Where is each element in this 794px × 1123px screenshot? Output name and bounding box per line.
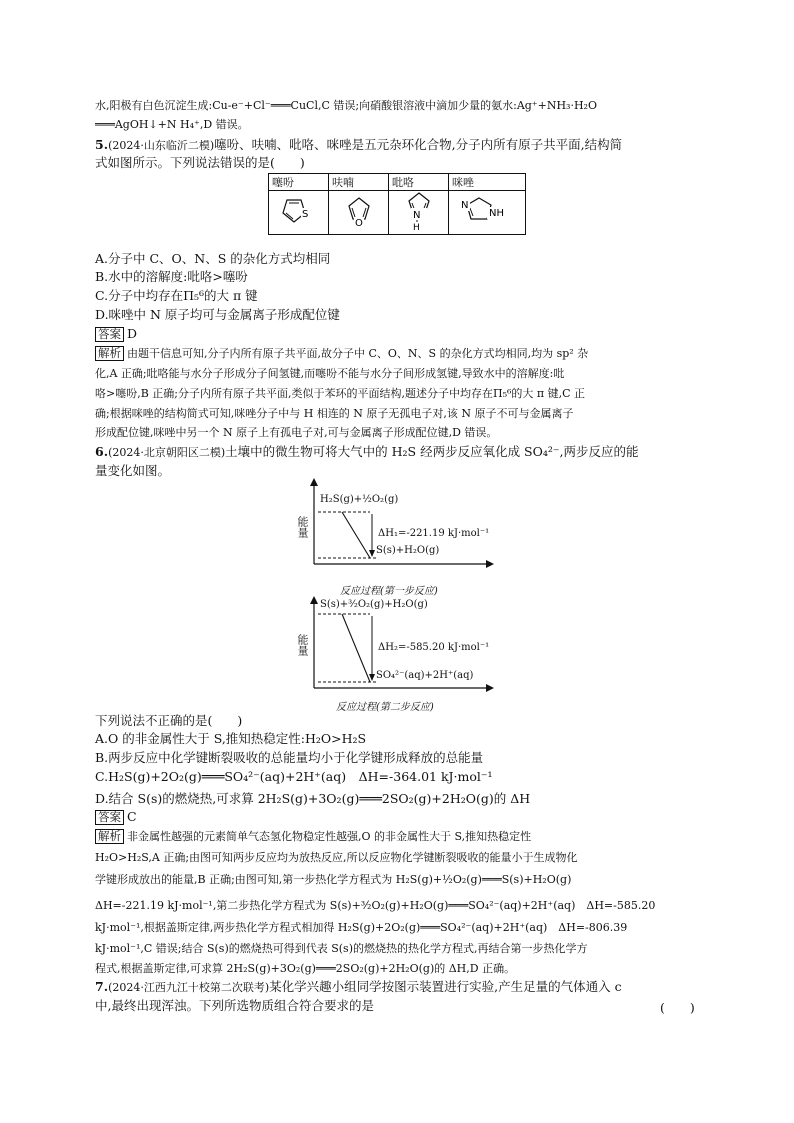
imidazole-icon (457, 194, 517, 228)
q6-answer-row (95, 809, 137, 825)
q6-number: 6. (95, 444, 109, 459)
fig2-caption: 反应过程(第二步反应) (336, 702, 434, 713)
q5-option-c: C.分子中均存在Π₅⁶的大 π 键 (95, 288, 258, 303)
q5-number: 5. (95, 137, 109, 152)
q6-answer-tag: 答案 (95, 810, 124, 825)
q5-stem-line-1 (95, 137, 622, 154)
q5-analysis-line-1 (95, 346, 588, 362)
table-header-pyrrole: 吡咯 (389, 174, 449, 191)
q6-analysis-line-6: kJ·mol⁻¹,C 错误;结合 S(s)的燃烧热可得到代表 S(s)的燃烧热的热化学方程式,再结合第一步热化学方 (95, 942, 588, 955)
fig1-reactant-label: H₂S(g)+½O₂(g) (320, 494, 399, 505)
q6-option-a: A.O 的非金属性大于 S,推知热稳定性:H₂O>H₂S (95, 731, 367, 746)
thiophene-cell (269, 191, 329, 235)
fig1-dh-label: ΔH₁=-221.19 kJ·mol⁻¹ (378, 528, 490, 539)
intro-line-2: ═══AgOH↓+N H₄⁺,D 错误。 (95, 118, 249, 131)
q5-analysis-line-5: 形成配位键,咪唑中另一个 N 原子上有孤电子对,可与金属离子形成配位键,D 错误。 (95, 426, 498, 439)
pyrrole-cell (389, 191, 449, 235)
q5-answer-tag: 答案 (95, 327, 124, 342)
heterocycle-table (268, 173, 526, 235)
q5-answer: D (127, 326, 138, 341)
q6-option-c: C.H₂S(g)+2O₂(g)═══SO₄²⁻(aq)+2H⁺(aq) ΔH=-364.01 kJ·mol⁻¹ (95, 769, 493, 784)
furan-atom-label: O (354, 218, 363, 228)
table-header-thiophene: 噻吩 (269, 174, 329, 191)
fig1-y-axis-label: 能量 (296, 516, 309, 538)
q7-number: 7. (95, 979, 109, 994)
fig2-reactant-label: S(s)+³⁄₂O₂(g)+H₂O(g) (320, 599, 428, 610)
q6-answer: C (127, 809, 137, 824)
fig1-product-label: S(s)+H₂O(g) (376, 545, 440, 556)
q5-option-d: D.咪唑中 N 原子均可与金属离子形成配位键 (95, 307, 340, 322)
q7-stem-line-1 (95, 979, 622, 996)
q7-stem-text: 某化学兴趣小组同学按图示装置进行实验,产生足量的气体通入 c (269, 979, 622, 994)
q6-stem-line-1 (95, 444, 638, 461)
q6-analysis-text: 非金属性越强的元素简单气态氢化物稳定性越强,O 的非金属性大于 S,推知热稳定性 (127, 830, 532, 843)
furan-icon (337, 194, 381, 228)
q6-source: (2024·北京朝阳区二模) (108, 446, 226, 459)
q5-analysis-tag: 解析 (95, 346, 124, 361)
intro-line-1: 水,阳极有白色沉淀生成:Cu-e⁻+Cl⁻═══CuCl,C 错误;向硝酸银溶液中滴加少量的氨水:Ag⁺+NH₃·H₂O (95, 99, 597, 112)
fig2-product-label: SO₄²⁻(aq)+2H⁺(aq) (376, 670, 474, 681)
q6-analysis-line-1 (95, 829, 531, 845)
imidazole-nh-label: NH (489, 208, 504, 219)
pyrrole-n-label: N (412, 210, 420, 221)
thiophene-atom-label: S (301, 209, 308, 220)
q6-analysis-tag: 解析 (95, 829, 124, 844)
q5-source: (2024·山东临沂二模) (108, 139, 215, 152)
energy-diagram-step1 (290, 478, 530, 598)
q6-analysis-line-7: 程式,根据盖斯定律,可求算 2H₂S(g)+3O₂(g)═══2SO₂(g)+2H₂O(g)的 ΔH,D 正确。 (95, 962, 516, 975)
fig2-y-axis-label: 能量 (296, 634, 309, 656)
q6-stem-line-2: 量变化如图。 (95, 463, 171, 478)
q5-analysis-line-3: 咯>噻吩,B 正确;分子内所有原子共平面,类似于苯环的平面结构,题述分子中均存在Π₅⁶的大 π 键,C 正 (95, 387, 586, 400)
q5-analysis-line-4: 确;根据咪唑的结构简式可知,咪唑分子中与 H 相连的 N 原子无孤电子对,该 N 原子不可与金属离子 (95, 407, 574, 420)
thiophene-icon (277, 194, 321, 228)
pyrrole-h-label: H (412, 223, 420, 231)
q6-option-b: B.两步反应中化学键断裂吸收的总能量均小于化学键形成释放的总能量 (95, 750, 484, 765)
q5-option-a: A.分子中 C、O、N、S 的杂化方式均相同 (95, 251, 331, 266)
q5-answer-row (95, 326, 137, 342)
table-header-imidazole: 咪唑 (449, 174, 526, 191)
q6-analysis-line-3: 学键形成放出的能量,B 正确;由图可知,第一步热化学方程式为 H₂S(g)+½O₂(g)═══S(s)+H₂O(g) (95, 873, 572, 886)
q6-analysis-line-2: H₂O>H₂S,A 正确;由图可知两步反应均为放热反应,所以反应物化学键断裂吸收的能量小于生成物化 (95, 851, 578, 864)
energy-diagram-step2 (290, 596, 530, 716)
imidazole-cell (449, 191, 526, 235)
pyrrole-icon (397, 191, 441, 231)
q5-stem-line-2: 式如图所示。下列说法错误的是( ) (95, 155, 305, 170)
fig2-dh-label: ΔH₂=-585.20 kJ·mol⁻¹ (378, 642, 490, 653)
q5-stem-text: 噻吩、呋喃、吡咯、咪唑是五元杂环化合物,分子内所有原子共平面,结构简 (214, 137, 623, 152)
q6-stem-text: 土壤中的微生物可将大气中的 H₂S 经两步反应氧化成 SO₄²⁻,两步反应的能 (225, 444, 639, 459)
q6-ask: 下列说法不正确的是( ) (95, 713, 243, 728)
q5-option-b: B.水中的溶解度:吡咯>噻吩 (95, 269, 248, 284)
q7-source: (2024·江西九江十校第二次联考) (108, 981, 270, 994)
imidazole-n-label: N (461, 200, 469, 211)
q6-option-d: D.结合 S(s)的燃烧热,可求算 2H₂S(g)+3O₂(g)═══2SO₂(g)+2H₂O(g)的 ΔH (95, 791, 531, 806)
table-header-furan: 呋喃 (329, 174, 389, 191)
q5-analysis-text: 由题干信息可知,分子内所有原子共平面,故分子中 C、O、N、S 的杂化方式均相同,均为 sp² 杂 (127, 347, 589, 360)
fig1-caption: 反应过程(第一步反应) (340, 586, 438, 597)
q7-stem-line-2: 中,最终出现浑浊。下列所选物质组合符合要求的是 (95, 998, 374, 1013)
q6-analysis-line-4: ΔH=-221.19 kJ·mol⁻¹,第二步热化学方程式为 S(s)+³⁄₂O₂(g)+H₂O(g)═══SO₄²⁻(aq)+2H⁺(aq) ΔH=-585.20 (95, 899, 656, 912)
q5-analysis-line-2: 化,A 正确;吡咯能与水分子形成分子间氢键,而噻吩不能与水分子间形成氢键,导致水中的溶解度:吡 (95, 367, 565, 380)
furan-cell (329, 191, 389, 235)
q6-analysis-line-5: kJ·mol⁻¹,根据盖斯定律,两步热化学方程式相加得 H₂S(g)+2O₂(g)═══SO₄²⁻(aq)+2H⁺(aq) ΔH=-806.39 (95, 921, 628, 934)
q7-answer-paren: ( ) (660, 1000, 695, 1015)
